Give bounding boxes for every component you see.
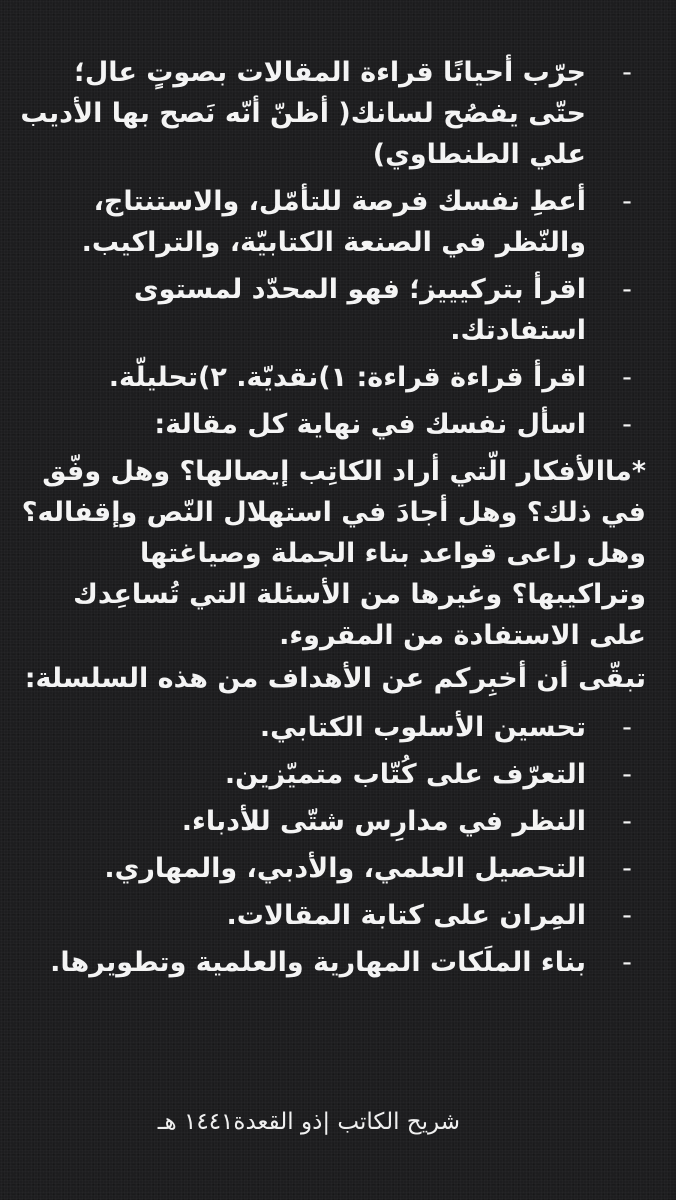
list-item xyxy=(20,357,646,398)
list-item-text: بناء الملَكات المهارية والعلمية وتطويرها. xyxy=(50,947,586,978)
list-dash: - xyxy=(622,409,632,440)
list-item xyxy=(20,801,646,842)
list-item-text: التعرّف على كُتّاب متميّزين. xyxy=(224,759,586,790)
goals-intro-paragraph: تبقّى أن أخبِركم عن الأهداف من هذه السلسلة: xyxy=(24,663,646,694)
list-item xyxy=(20,707,646,748)
list-dash: - xyxy=(622,806,632,837)
list-dash: - xyxy=(622,759,632,790)
list-item xyxy=(20,942,646,983)
list-item xyxy=(20,52,646,175)
list-item xyxy=(20,269,646,351)
list-item-text: النظر في مدارِس شتّى للأدباء. xyxy=(181,806,586,837)
list-dash: - xyxy=(622,947,632,978)
list-item-text: جرّب أحيانًا قراءة المقالات بصوتٍ عال؛ حتّى يفصُح لسانك( أظنّ أنّه نَصح بها الأديب علي الطنطاوي) xyxy=(20,57,586,170)
list-dash: - xyxy=(622,57,632,88)
list-item-text: المِران على كتابة المقالات. xyxy=(226,900,586,931)
list-dash: - xyxy=(622,274,632,305)
list-dash: - xyxy=(622,362,632,393)
list-item xyxy=(20,404,646,445)
list-item-text: التحصيل العلمي، والأدبي، والمهاري. xyxy=(104,853,586,884)
list-dash: - xyxy=(622,900,632,931)
list-item-text: تحسين الأسلوب الكتابي. xyxy=(259,712,586,743)
list-item xyxy=(20,895,646,936)
list-item xyxy=(20,848,646,889)
reading-tips-list xyxy=(20,52,646,445)
list-item xyxy=(20,181,646,263)
list-dash: - xyxy=(622,186,632,217)
list-dash: - xyxy=(622,853,632,884)
questions-paragraph: *ماالأفكار الّتي أراد الكاتِب إيصالها؟ وهل وفّق في ذلك؟ وهل أجادَ في استهلال النّص وإقفاله؟ وهل راعى قواعد بناء الجملة وصياغتها وتراكيبها؟ وغيرها من الأسئلة التي تُساعِدك على الاستفادة من المقروء. xyxy=(21,456,646,651)
list-item-text: اقرأ بتركيييز؛ فهو المحدّد لمستوى استفادتك. xyxy=(133,274,586,346)
list-item xyxy=(20,754,646,795)
list-dash: - xyxy=(622,712,632,743)
series-goals-list xyxy=(20,707,646,983)
list-item-text: اقرأ قراءة قراءة: ١)نقديّة. ٢)تحليلّة. xyxy=(108,362,586,393)
author-signature: شريح الكاتب |ذو القعدة١٤٤١ هـ xyxy=(157,1109,460,1135)
list-item-text: أعطِ نفسك فرصة للتأمّل، والاستنتاج، والنّظر في الصنعة الكتابيّة، والتراكيب. xyxy=(81,186,586,258)
list-item-text: اسأل نفسك في نهاية كل مقالة: xyxy=(154,409,586,440)
